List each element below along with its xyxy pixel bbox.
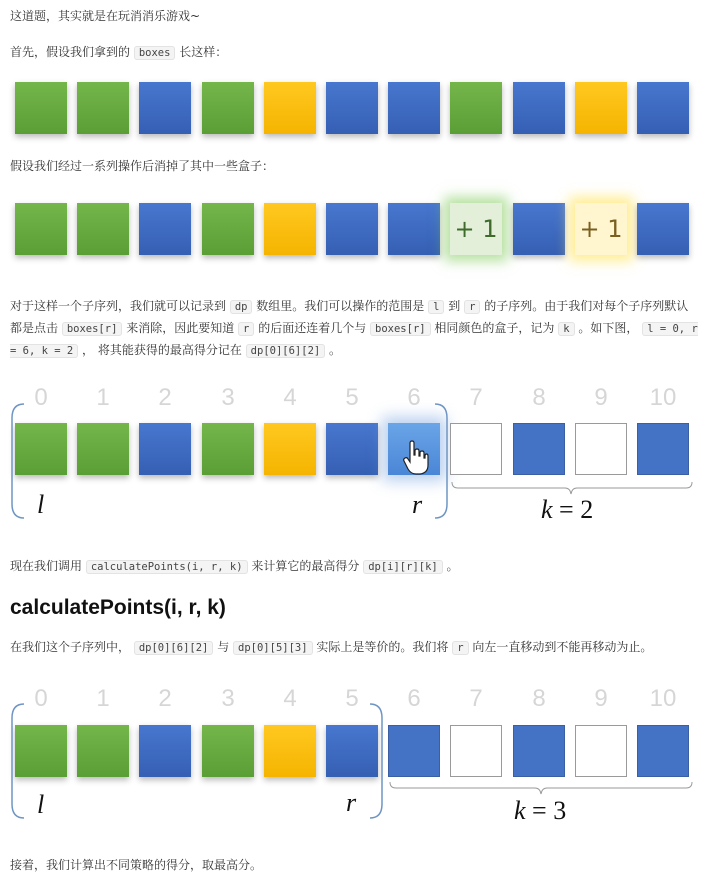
index-label-4: 4 <box>283 685 297 712</box>
k-value: 3 <box>553 796 567 825</box>
index-label-9: 9 <box>594 384 608 411</box>
code-dp-062: dp[0][6][2] <box>246 344 326 358</box>
index-label-6: 6 <box>407 384 421 411</box>
label-k-equals-3 <box>514 796 566 826</box>
index-label-0: 0 <box>34 685 48 712</box>
text-span: 实际上是等价的。我们将 <box>312 640 453 654</box>
k-value: 2 <box>580 495 594 524</box>
text-span: 数组里。我们可以操作的范围是 <box>252 299 429 313</box>
index-label-9: 9 <box>594 685 608 712</box>
conclusion-text: 接着，我们计算出不同策略的得分，取最高分。 <box>10 858 263 872</box>
index-label-1: 1 <box>96 384 110 411</box>
code-boxes-r: boxes[r] <box>62 322 123 336</box>
index-label-8: 8 <box>532 384 546 411</box>
box-ghost-green-7: + 1 <box>450 203 502 255</box>
code-calculate-points: calculatePoints(i, r, k) <box>86 560 248 574</box>
index-label-5: 5 <box>345 384 359 411</box>
k-symbol: k <box>514 796 526 825</box>
text-span: 来计算它的最高得分 <box>247 559 364 573</box>
text-span: 现在我们调用 <box>10 559 86 573</box>
index-label-1: 1 <box>96 685 110 712</box>
code-dp-053: dp[0][5][3] <box>233 641 313 655</box>
text-span: 到 <box>444 299 465 313</box>
text-span: 。 <box>325 343 342 357</box>
index-label-7: 7 <box>469 384 483 411</box>
code-r: r <box>452 641 468 655</box>
index-label-8: 8 <box>532 685 546 712</box>
code-dp-irk: dp[i][r][k] <box>363 560 443 574</box>
code-r: r <box>238 322 254 336</box>
box-ghost-yellow-9: + 1 <box>575 203 627 255</box>
index-label-5: 5 <box>345 685 359 712</box>
index-label-3: 3 <box>221 685 235 712</box>
text-span: 的子序列。由于我们对每个子序列默认都是点击 <box>10 299 689 335</box>
equals-sign: = <box>552 495 581 524</box>
text-span: 。 <box>442 559 459 573</box>
code-boxes: boxes <box>134 46 176 60</box>
code-k: k <box>558 322 574 336</box>
code-l: l <box>428 300 444 314</box>
index-label-3: 3 <box>221 384 235 411</box>
code-boxes-r: boxes[r] <box>370 322 431 336</box>
equals-sign: = <box>525 796 554 825</box>
label-r: r <box>412 490 423 519</box>
k-symbol: k <box>541 495 553 524</box>
index-label-7: 7 <box>469 685 483 712</box>
section-heading: calculatePoints(i, r, k) <box>10 596 226 619</box>
text-span: 来消除，因此要知道 <box>122 321 239 335</box>
code-lrk: l = 0, r = 6, k = 2 <box>10 323 698 357</box>
text-span: 。如下图， <box>574 321 643 335</box>
text-span: 相同颜色的盒子，记为 <box>430 321 559 335</box>
label-l: l <box>37 790 45 819</box>
text-span: 首先，假设我们拿到的 <box>10 45 134 59</box>
label-r: r <box>346 788 357 817</box>
code-dp: dp <box>230 300 253 314</box>
k-brace <box>390 782 692 794</box>
index-label-2: 2 <box>158 685 172 712</box>
left-bracket <box>12 704 24 818</box>
index-label-6: 6 <box>407 685 421 712</box>
index-label-2: 2 <box>158 384 172 411</box>
index-label-4: 4 <box>283 384 297 411</box>
text-span: 对于这样一个子序列，我们就可以记录到 <box>10 299 230 313</box>
text-span: 与 <box>213 640 234 654</box>
text-span: 向左一直移动到不能再移动为止。 <box>468 640 653 654</box>
text-span: 长这样： <box>175 45 228 59</box>
code-dp-062: dp[0][6][2] <box>134 641 214 655</box>
right-bracket <box>370 704 382 818</box>
text-span: 在我们这个子序列中， <box>10 640 134 654</box>
index-label-10: 10 <box>649 384 677 411</box>
eliminated-intro-text: 假设我们经过一系列操作后消掉了其中一些盒子： <box>10 159 275 173</box>
index-label-0: 0 <box>34 384 48 411</box>
text-span: ， 将其能获得的最高得分记在 <box>78 343 246 357</box>
code-r: r <box>464 300 480 314</box>
text-span: 的后面还连着几个与 <box>254 321 371 335</box>
index-label-10: 10 <box>649 685 677 712</box>
label-l: l <box>37 490 45 519</box>
intro-text: 这道题，其实就是在玩消消乐游戏~ <box>10 9 201 23</box>
